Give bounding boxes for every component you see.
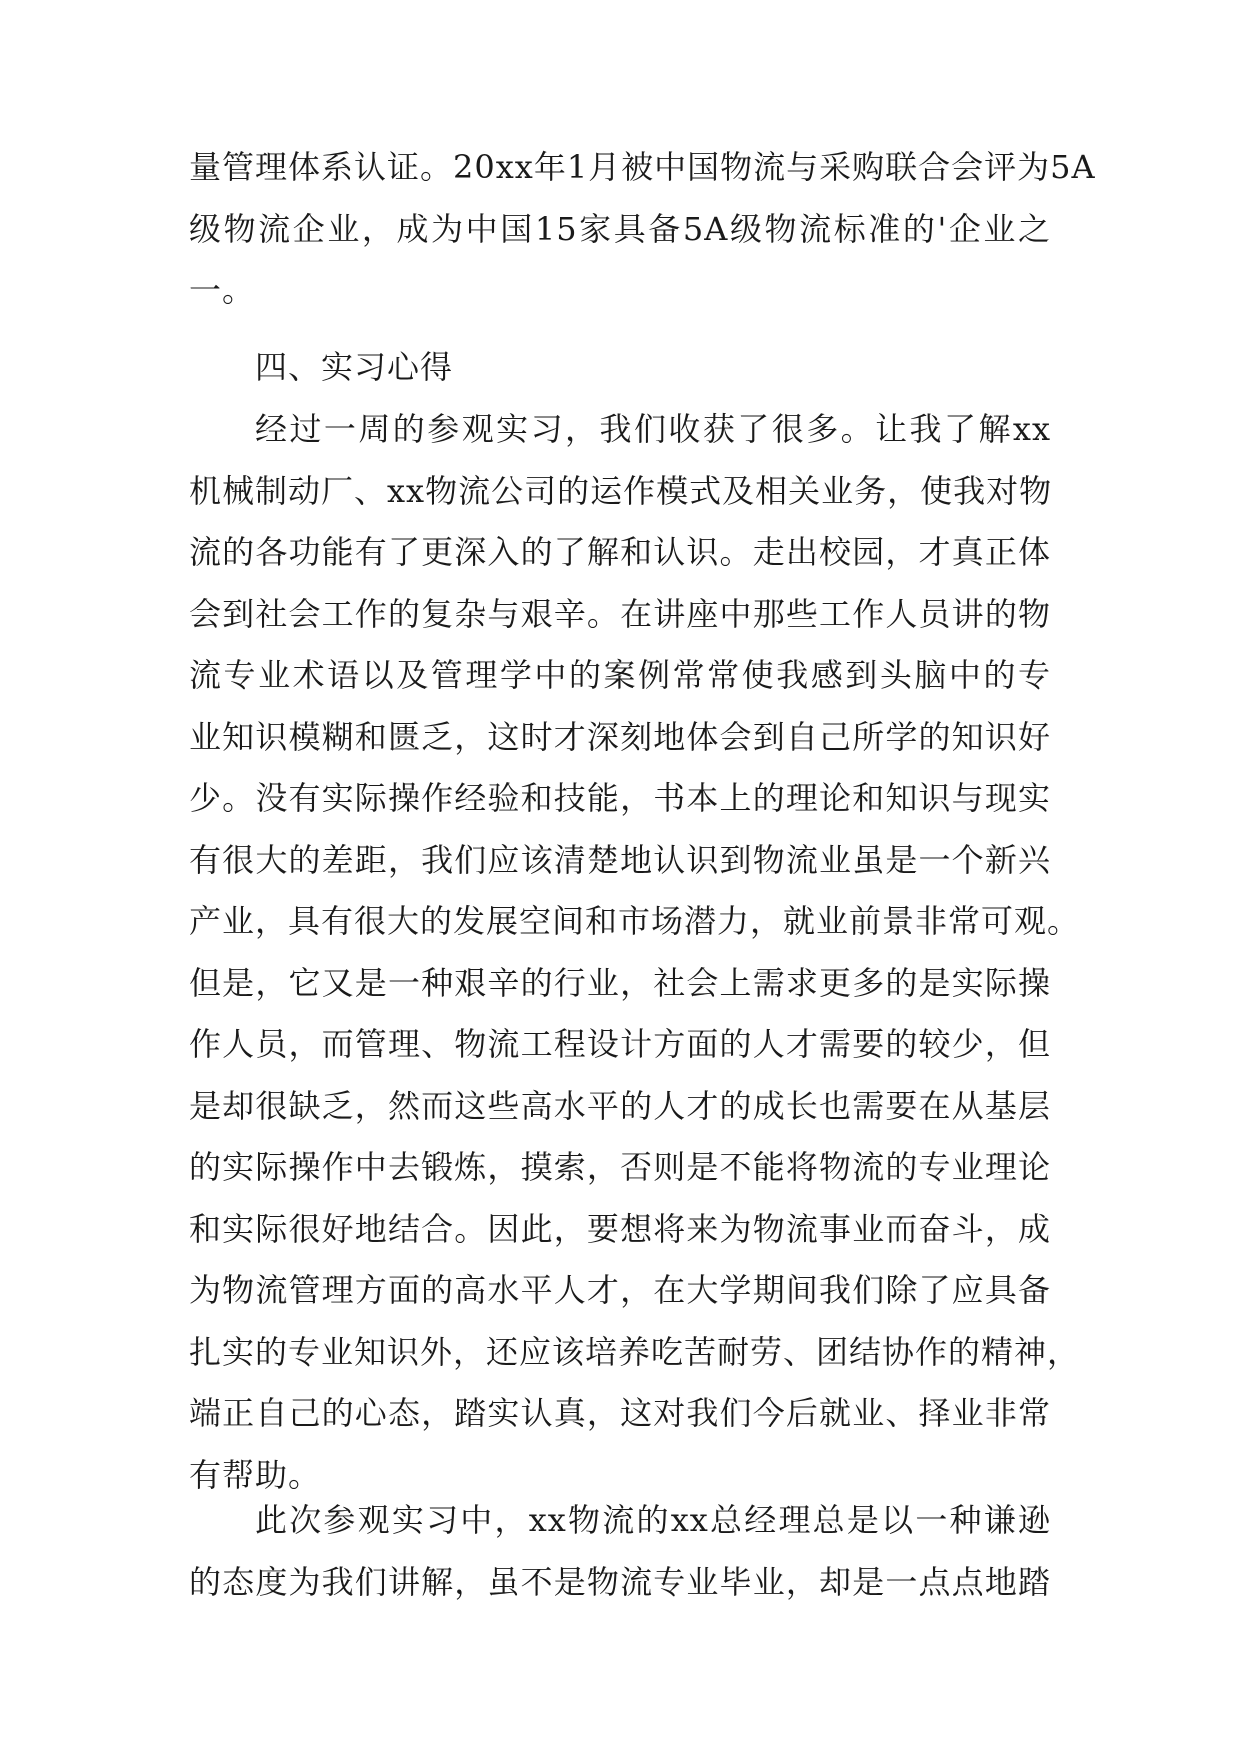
paragraph-certification [189, 137, 1096, 322]
text-line: 作人员，而管理、物流工程设计方面的人才需要的较少，但 [189, 1025, 1051, 1063]
text-line: 有很大的差距，我们应该清楚地认识到物流业虽是一个新兴 [189, 840, 1051, 879]
paragraph-internship-reflection [189, 399, 1081, 1506]
text-line: 端正自己的心态，踏实认真，这对我们今后就业、择业非常 [189, 1394, 1051, 1432]
text-line: 但是，它又是一种艰辛的行业，社会上需求更多的是实际操 [189, 963, 1051, 1002]
text-line: 级物流企业，成为中国15家具备5A级物流标准的'企业之 [189, 209, 1051, 248]
text-line: 的态度为我们讲解，虽不是物流专业毕业，却是一点点地踏 [189, 1562, 1051, 1601]
paragraph-manager [189, 1490, 1051, 1613]
text-line: 有帮助。 [189, 1455, 322, 1494]
text-line: 流专业术语以及管理学中的案例常常使我感到头脑中的专 [189, 656, 1051, 694]
text-line: 经过一周的参观实习，我们收获了很多。让我了解xx [255, 410, 1051, 448]
text-line: 此次参观实习中，xx物流的xx总经理总是以一种谦逊 [255, 1501, 1051, 1539]
text-line: 一。 [189, 271, 256, 309]
text-line: 是却很缺乏，然而这些高水平的人才的成长也需要在从基层 [189, 1086, 1051, 1125]
text-line: 的实际操作中去锻炼，摸索，否则是不能将物流的专业理论 [189, 1148, 1051, 1186]
text-line: 量管理体系认证。20xx年1月被中国物流与采购联合会评为5A [189, 148, 1096, 186]
text-line: 业知识模糊和匮乏，这时才深刻地体会到自己所学的知识好 [189, 717, 1051, 756]
text-line: 少。没有实际操作经验和技能，书本上的理论和知识与现实 [189, 779, 1051, 817]
section-heading: 四、实习心得 [255, 348, 454, 386]
text-line: 会到社会工作的复杂与艰辛。在讲座中那些工作人员讲的物 [189, 594, 1051, 633]
text-line: 产业，具有很大的发展空间和市场潜力，就业前景非常可观。 [189, 902, 1081, 940]
text-line: 扎实的专业知识外，还应该培养吃苦耐劳、团结协作的精神， [189, 1332, 1081, 1371]
text-line: 机械制动厂、xx物流公司的运作模式及相关业务，使我对物 [189, 471, 1053, 510]
text-line: 流的各功能有了更深入的了解和认识。走出校园，才真正体 [189, 533, 1051, 571]
text-line: 为物流管理方面的高水平人才，在大学期间我们除了应具备 [189, 1271, 1051, 1309]
text-line: 和实际很好地结合。因此，要想将来为物流事业而奋斗，成 [189, 1209, 1051, 1248]
